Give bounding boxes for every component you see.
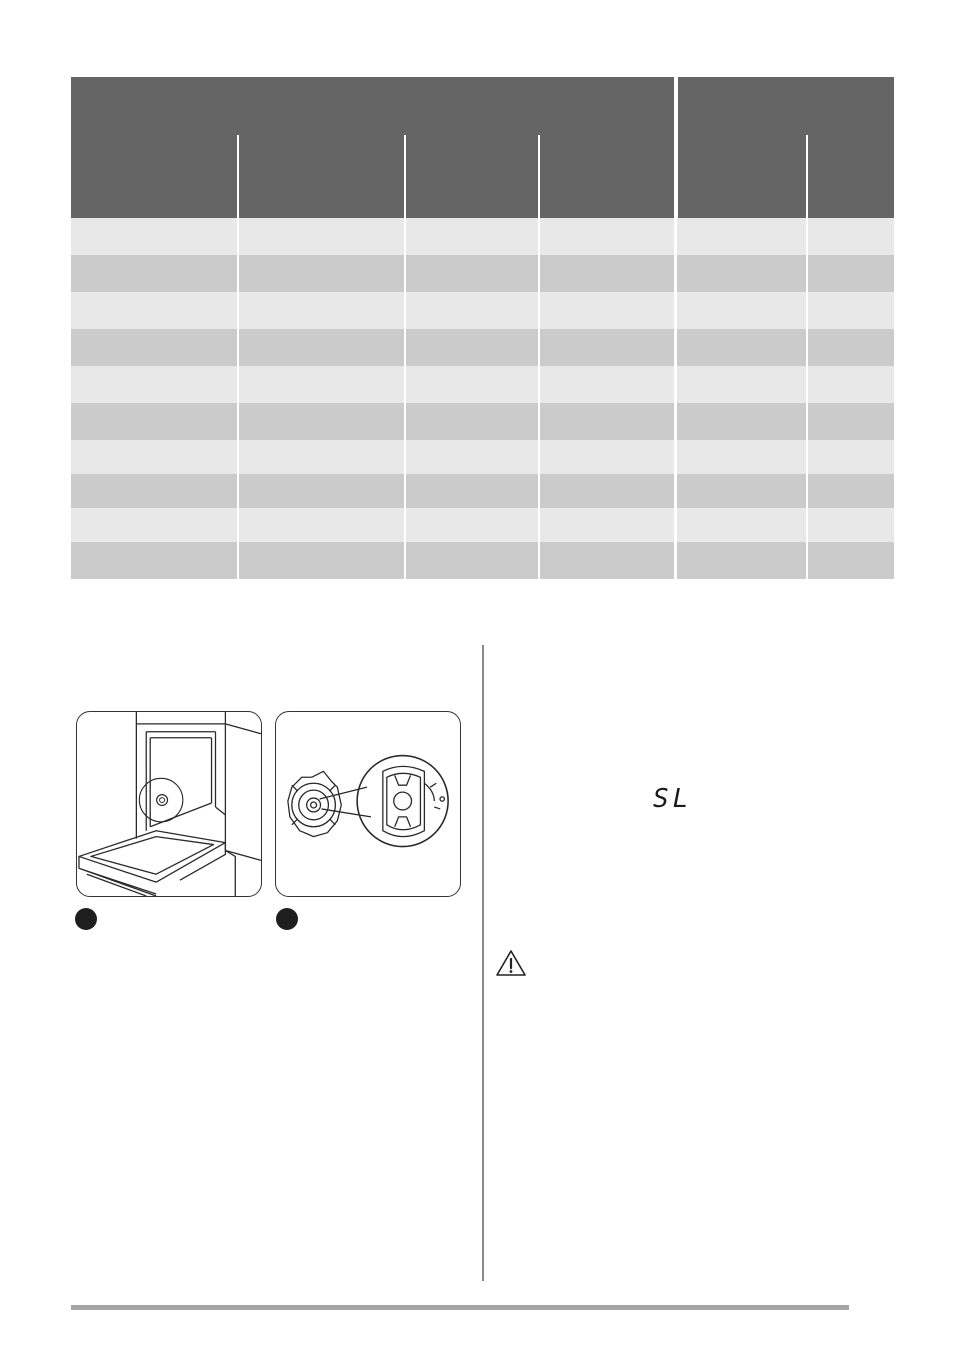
column-divider bbox=[237, 218, 239, 579]
table-header bbox=[71, 77, 894, 218]
header-divider bbox=[538, 135, 540, 218]
header-divider bbox=[237, 135, 239, 218]
table-row bbox=[71, 218, 894, 255]
table-row bbox=[71, 366, 894, 403]
column-divider bbox=[538, 218, 540, 579]
figure-softener-dial bbox=[275, 711, 461, 897]
table-row bbox=[71, 542, 894, 579]
table-header-separator bbox=[674, 77, 678, 218]
table-row bbox=[71, 403, 894, 440]
table-row bbox=[71, 440, 894, 474]
column-divider bbox=[806, 218, 808, 579]
column-divider bbox=[404, 218, 406, 579]
dishwasher-open-door-illustration bbox=[77, 712, 261, 896]
table-row bbox=[71, 255, 894, 292]
column-divider bbox=[674, 218, 677, 579]
footer-rule bbox=[71, 1305, 849, 1310]
display-code: SL bbox=[653, 784, 693, 814]
table-row bbox=[71, 474, 894, 508]
column-rule bbox=[482, 645, 484, 1281]
header-divider bbox=[404, 135, 406, 218]
table-row bbox=[71, 292, 894, 329]
figure-marker-2 bbox=[276, 908, 298, 930]
settings-table bbox=[71, 77, 894, 579]
header-divider bbox=[806, 135, 808, 218]
warning-triangle-icon bbox=[495, 949, 527, 977]
water-softener-dial-illustration bbox=[276, 712, 460, 896]
figure-marker-1 bbox=[75, 908, 97, 930]
figure-dishwasher-open bbox=[76, 711, 262, 897]
table-row bbox=[71, 329, 894, 366]
table-row bbox=[71, 508, 894, 542]
